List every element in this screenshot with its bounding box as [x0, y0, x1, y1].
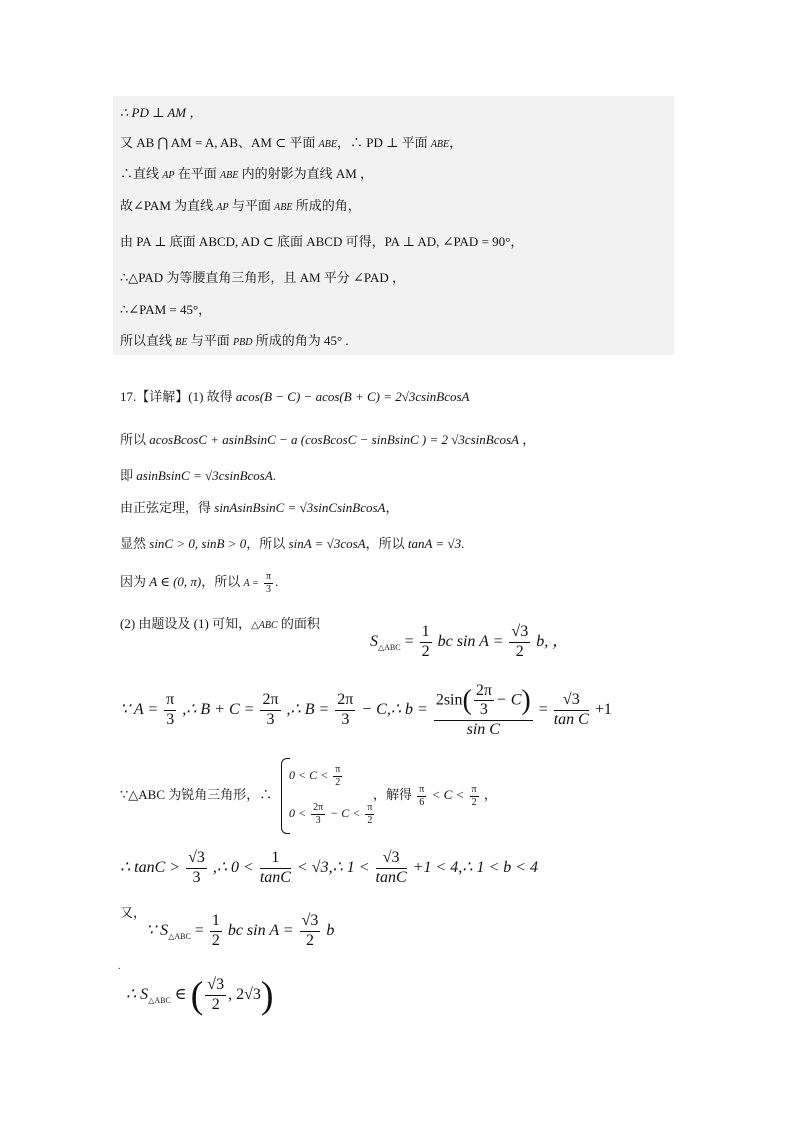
area-restate: ∵ $S_{\triangle ABC}$ = $\frac{1}{2}$ bc sin A = $\frac{√3}{2}$ b [146, 912, 335, 949]
proof-line-6: ∴△PAD 为等腰直角三角形，且 AM 平分 ∠PAD ， [120, 270, 405, 285]
proof-line-4: 故∠PAM 为直线 AP 与平面 ABE 所成的角， [120, 198, 361, 213]
also-label: 又， [120, 905, 147, 920]
system-row-2: 0 < $\frac{2\pi}{3}$ − C < $\frac{\pi}{2}$ [289, 802, 373, 826]
proof-line-8: 所以直线 BE 与平面 PBD 所成的角为 45° . [120, 333, 349, 348]
solution-line-1: 17.【详解】(1) 故得 acos(B − C) − acos(B + C) = 2√3csinBcosA [120, 389, 470, 404]
solution-line-7: (2) 由题设及 (1) 可知，△ABC 的面积 [120, 616, 320, 631]
stray-dot: . [118, 961, 121, 972]
system-row-1: 0 < C < $\frac{\pi}{2}$ [289, 764, 341, 788]
proof-line-3: ∴直线 AP 在平面 ABE 内的射影为直线 AM ， [120, 166, 374, 181]
proof-line-5: 由 PA ⊥ 底面 ABCD, AD ⊂ 底面 ABCD 可得，PA ⊥ AD, ∠PAD = 90°， [120, 234, 524, 249]
solution-line-3: 即 asinBsinC = √3csinBcosA. [120, 468, 277, 483]
proof-line-2: 又 AB ⋂ AM = A, AB、AM ⊂ 平面 ABE，∴ PD ⊥ 平面 ABE， [120, 135, 463, 150]
area-range: ∴ $S_{\triangle ABC}$ ∈ ( $\frac{√3}{2}$ , 2√3) [126, 974, 274, 1017]
proof-line-1: ∴ PD ⊥ AM ， [120, 105, 203, 120]
solution-line-4: 由正弦定理，得 sinAsinBsinC = √3sinCsinBcosA， [120, 500, 399, 515]
area-formula: $S_{\triangle ABC}$ = $\frac{1}{2}$ bc sin A = $\frac{√3}{2}$ b, ， [370, 623, 569, 660]
solution-line-5: 显然 sinC > 0, sinB > 0，所以 sinA = √3cosA，所以 tanA = √3. [120, 536, 465, 551]
solution-line-2: 所以 acosBcosC + asinBsinC − a (cosBcosC − sinBsinC ) = 2 √3csinBcosA ， [120, 432, 536, 447]
b-expression: ∵ A = $\frac{\pi}{3}$ ,∴ B + C = $\frac{2\pi}{3}$ ,∴ B = $\frac{2\pi}{3}$ − C,∴ b = 2sin( $\frac{2\pi}{3}$ − C) sin C = $\frac{√3}{\text{tan C}}$ +1 [120, 681, 612, 738]
solve-range: ，解得 $\frac{\pi}{6}$ < C < $\frac{\pi}{2}$ ， [373, 784, 497, 808]
acute-triangle-line: ∵△ABC 为锐角三角形，∴ [120, 787, 273, 802]
b-range-line: ∴ tanC > $\frac{√3}{3}$ ,∴ 0 < $\frac{1}{\tan C}$ < √3,∴ 1 < $\frac{√3}{\tan C}$ +1 < 4,∴ 1 < b < 4 [120, 849, 539, 886]
proof-line-7: ∴∠PAM = 45°， [120, 302, 212, 317]
solution-line-6: 因为 A ∈ (0, π)，所以 A = $\frac{\pi}{3}$ . [120, 571, 279, 595]
